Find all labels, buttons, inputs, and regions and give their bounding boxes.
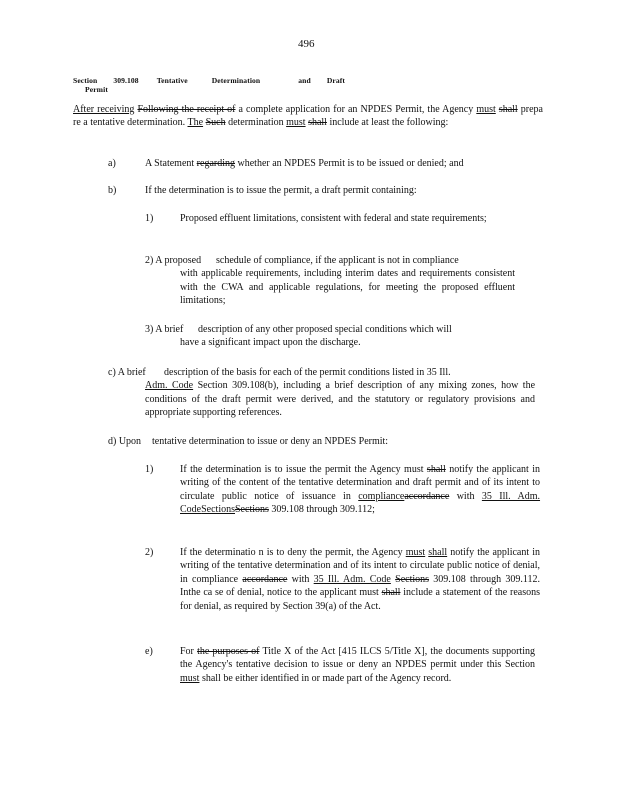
deleted-text: accordance [242, 573, 288, 585]
section-heading [73, 76, 373, 94]
item-d1-label: 1) [145, 464, 154, 475]
item-a-text [145, 157, 545, 170]
body-text: Section 309.108(b), including a brief description of any mixing zones, how the conditions of the draft permit were derived, and the statutory or regulatory provisions and appropriate supporting references. [145, 380, 536, 419]
item-a-label: a) [108, 158, 116, 169]
inserted-text: Sections [201, 504, 235, 516]
inserted-text: Adm. Code [145, 380, 194, 392]
inserted-text: must [476, 104, 496, 115]
deleted-text: shall [426, 464, 446, 475]
item-b2-first-line: schedule of compliance, if the applicant is not in compliance [216, 255, 459, 266]
heading-section-word: Section [73, 76, 98, 85]
item-e-label: e) [145, 646, 153, 657]
deleted-text: the purposes of [197, 646, 260, 657]
body-text: with [291, 573, 310, 585]
body-text: For [180, 646, 194, 657]
heading-word: Draft [326, 76, 346, 85]
item-c-label: c) A brief [108, 367, 146, 378]
heading-word: Tentative [156, 76, 188, 85]
body-text: notify the applicant in writing of the tentative determination and of its intent to circulate public notice of denial, in compliance [180, 547, 540, 585]
body-text: whether an NPDES Permit is to be issued or denied; and [237, 158, 464, 169]
item-d2-text [180, 546, 540, 613]
inserted-text: shall [428, 547, 448, 558]
inserted-text: After receiving [73, 104, 135, 115]
body-text: shall be either identified in or made part of the Agency record. [201, 672, 452, 684]
deleted-text: shall [381, 587, 401, 599]
heading-word: and [298, 76, 311, 85]
item-c-text [145, 379, 535, 419]
intro-paragraph [73, 103, 543, 130]
item-b3-label: 3) A brief [145, 324, 184, 335]
page-number: 496 [298, 38, 315, 50]
heading-word: Permit [85, 85, 108, 94]
item-e-text [180, 645, 535, 685]
deleted-text: Sections [235, 504, 269, 516]
deleted-text: regarding [196, 158, 235, 169]
body-text: include a statement of the reasons for denial, as required by Section 39(a) of the Act. [180, 587, 541, 612]
item-b3-text: have a significant impact upon the discharge. [180, 337, 361, 349]
deleted-text: accordance [404, 490, 450, 502]
inserted-text: compliance [358, 490, 405, 502]
item-b1-label: 1) [145, 213, 154, 224]
item-d-label: d) Upon [108, 436, 142, 447]
body-text: Title X of the Act [415 ILCS 5/Title X], the documents supporting the Agency's tentative decision to issue or deny an NPDES permit under this Section [180, 646, 535, 671]
deleted-text: Such [205, 117, 226, 129]
item-b-text: If the determination is to issue the permit, a draft permit containing: [145, 185, 417, 196]
deleted-text: shall [308, 117, 327, 129]
inserted-text: must [180, 672, 200, 684]
item-d1-text [180, 463, 540, 517]
inserted-text: 35 Ill. Adm. Code [180, 490, 541, 516]
body-text: If the determination is to issue the permit the Agency must [180, 464, 424, 475]
body-text: include at least the following: [329, 117, 449, 129]
body-text: with [456, 490, 475, 502]
item-b1-text: Proposed effluent limitations, consistent with federal and state requirements; [180, 213, 487, 224]
heading-number: 309.108 [113, 76, 139, 85]
heading-word: Determination [211, 76, 261, 85]
inserted-text: must [286, 117, 306, 129]
body-text: 309.108 through 309.112; [271, 504, 375, 516]
item-b3-first-line: description of any other proposed special conditions which will [198, 324, 452, 335]
body-text: a complete application for an NPDES Permit, the Agency [238, 104, 474, 115]
body-text: A Statement [145, 158, 195, 169]
item-d2-label: 2) [145, 547, 154, 558]
body-text: determination [228, 117, 284, 129]
item-b-label: b) [108, 185, 117, 196]
item-b2-label: 2) A proposed [145, 255, 202, 266]
inserted-text: The [187, 117, 204, 129]
body-text: 309.108 through 309.112. Inthe ca se of denial, notice to the applicant must [180, 573, 541, 599]
body-text: prepa re a tentative determination. [73, 104, 543, 129]
body-text: If the determinatio n is to deny the permit, the Agency [180, 547, 403, 558]
deleted-text: Sections [395, 573, 430, 585]
deleted-text: Following the receipt of [137, 104, 236, 115]
deleted-text: shall [498, 104, 518, 115]
body-text: notify the applicant in writing of the content of the tentative determination and draft permit and of its intent to circulate public notice of issuance in [180, 464, 540, 502]
item-d-text: tentative determination to issue or deny an NPDES Permit: [152, 436, 389, 447]
inserted-text: must [405, 547, 426, 558]
item-c-first-line: description of the basis for each of the permit conditions listed in 35 Ill. [164, 367, 451, 378]
inserted-text: 35 Ill. Adm. Code [313, 573, 391, 585]
item-b2-text: with applicable requirements, including interim dates and requirements consistent with the CWA and applicable regulations, for meeting the proposed effluent limitations; [180, 268, 515, 307]
